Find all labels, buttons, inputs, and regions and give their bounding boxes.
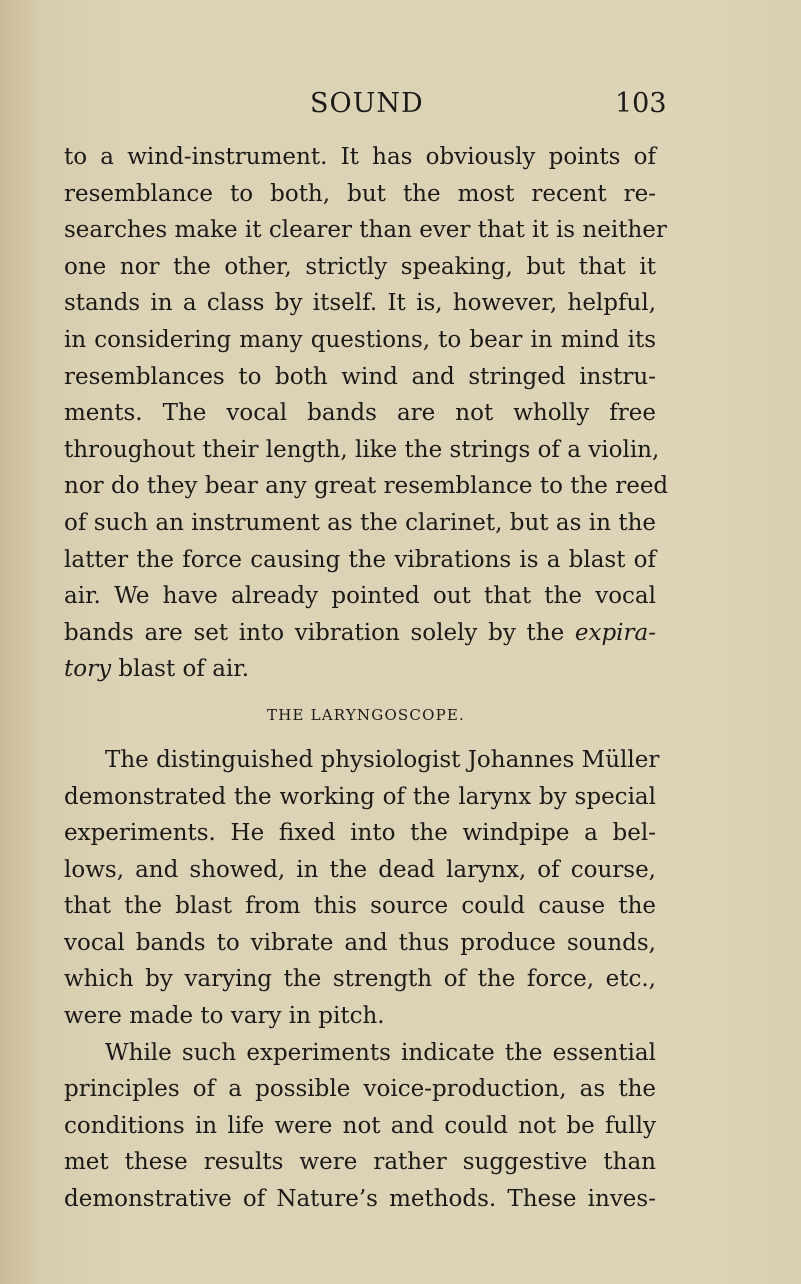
text-line: resemblances to both wind and stringed instru- [64, 363, 656, 390]
text-line: lows, and showed, in the dead larynx, of course, [64, 856, 656, 883]
section-heading: THE LARYNGOSCOPE. [267, 705, 465, 724]
text-line: to a wind-instrument. It has obviously points of [64, 144, 656, 170]
text-line: demonstrative of Nature’s methods. These inves- [64, 1186, 656, 1213]
paragraph [64, 742, 660, 1035]
text-line: were made to vary in pitch. [64, 1003, 385, 1030]
text-line: that the blast from this source could cause the [64, 893, 656, 920]
italic-word: expira- [574, 619, 657, 646]
text-line: one nor the other, strictly speaking, but that it [64, 253, 656, 280]
text-line: stands in a class by itself. It is, however, helpful, [64, 290, 656, 317]
page-number: 103 [615, 88, 667, 119]
paragraph [64, 139, 669, 688]
body-text [64, 139, 669, 1218]
text-line [64, 651, 656, 688]
text-line: air. We have already pointed out that the vocal [64, 583, 656, 610]
paragraph [64, 1035, 656, 1218]
text-line: throughout their length, like the strings of a violin, [64, 436, 660, 463]
text-line: which by varying the strength of the force, etc., [64, 966, 656, 993]
running-head: SOUND [310, 88, 424, 119]
text-line: experiments. He fixed into the windpipe a bel- [64, 820, 656, 847]
text-line: The distinguished physiologist Johannes Müller [105, 746, 660, 773]
text-segment: bands are set into vibration solely by the [64, 619, 565, 646]
text-line: conditions in life were not and could not be fully [64, 1112, 656, 1139]
text-segment: blast of air. [111, 656, 250, 683]
page-header [0, 80, 801, 130]
text-line: of such an instrument as the clarinet, but as in the [64, 509, 656, 536]
text-line [64, 615, 656, 652]
text-line: demonstrated the working of the larynx by special [64, 783, 656, 810]
text-line: vocal bands to vibrate and thus produce sounds, [64, 929, 656, 956]
text-line: in considering many questions, to bear in mind its [64, 326, 656, 353]
text-line: While such experiments indicate the essential [105, 1039, 656, 1066]
text-line: met these results were rather suggestive than [64, 1149, 656, 1176]
text-line: resemblance to both, but the most recent re- [64, 180, 656, 207]
text-line: latter the force causing the vibrations is a blast of [64, 546, 656, 573]
text-line: ments. The vocal bands are not wholly free [64, 400, 656, 427]
italic-word: tory [64, 656, 112, 683]
text-line: searches make it clearer than ever that it is neither [64, 217, 667, 244]
text-line: nor do they bear any great resemblance to the reed [64, 473, 669, 500]
text-line: principles of a possible voice-production, as the [64, 1076, 656, 1103]
